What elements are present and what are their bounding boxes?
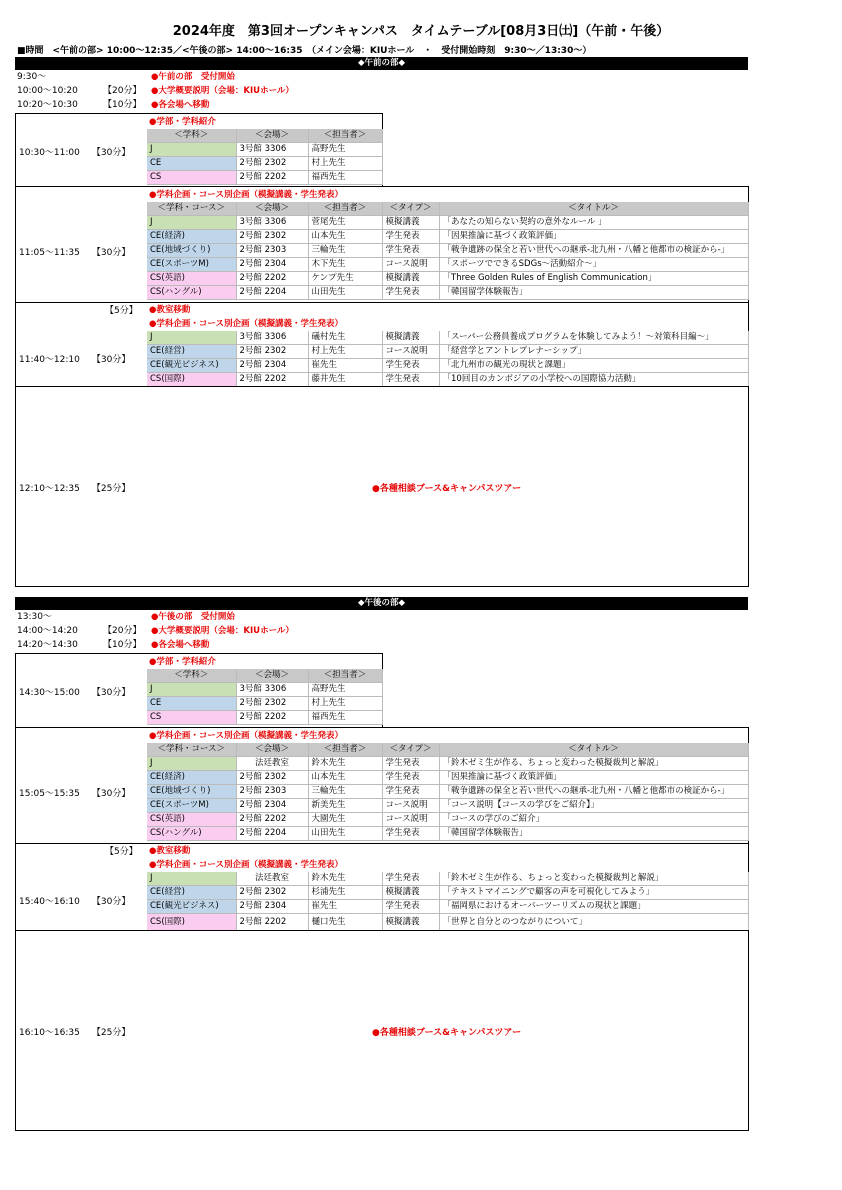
dept-cell: CE(スポーツM): [147, 799, 236, 813]
am-intro-block: [15, 113, 383, 187]
title-cell: 「スポーツでできるSDGs～活動紹介～」: [439, 258, 748, 272]
col-venue: ＜会場＞: [236, 202, 308, 216]
venue-cell: 2号館 2302: [236, 230, 308, 244]
venue-cell: 2号館 2202: [236, 171, 308, 185]
col-type: ＜タイプ＞: [382, 202, 439, 216]
teacher-cell: 藤井先生: [308, 373, 382, 387]
dept-cell: CE(観光ビジネス): [147, 359, 236, 373]
venue-cell: 2号館 2202: [236, 272, 308, 286]
table-row: [147, 711, 382, 725]
pm-s2-duration: 【30分】: [91, 897, 131, 907]
pm-booth-label: ●各種相談ブース&キャンパスツアー: [372, 1028, 522, 1038]
pm-booth-duration: 【25分】: [91, 1028, 131, 1038]
type-cell: 学生発表: [382, 827, 439, 841]
pm-s1-duration: 【30分】: [91, 789, 131, 799]
type-cell: 学生発表: [382, 872, 439, 886]
pm-booth-time: 16:10～16:35: [19, 1028, 80, 1038]
type-cell: 学生発表: [382, 757, 439, 771]
title-cell: 「テキストマイニングで顧客の声を可視化してみよう」: [439, 886, 748, 900]
table-header-row: [147, 669, 382, 683]
dept-cell: CS(ハングル): [147, 827, 236, 841]
table-header-row: [147, 202, 748, 216]
pm-reception-label: ●午後の部 受付開始: [151, 612, 235, 622]
teacher-cell: 村上先生: [308, 157, 382, 171]
table-row: [147, 872, 748, 886]
am-intro-table: [147, 129, 383, 185]
dept-cell: J: [147, 143, 236, 157]
dept-cell: CE(経営): [147, 886, 236, 900]
pm-overview-row: [17, 624, 294, 638]
venue-cell: 2号館 2204: [236, 286, 308, 300]
type-cell: コース説明: [382, 345, 439, 359]
am-section-bar: ◆午前の部◆: [15, 57, 748, 70]
pm-booth-block: [15, 930, 749, 1131]
am-move-duration: 【10分】: [103, 100, 142, 110]
pm-room-move-duration: 【5分】: [105, 847, 138, 857]
col-teacher: ＜担当者＞: [308, 129, 382, 143]
venue-cell: 法廷教室: [236, 872, 308, 886]
table-header-row: [147, 129, 382, 143]
am-overview-time: 10:00～10:20: [17, 86, 78, 96]
table-row: [147, 785, 748, 799]
col-dept: ＜学科＞: [147, 129, 236, 143]
teacher-cell: 木下先生: [308, 258, 382, 272]
col-teacher: ＜担当者＞: [308, 743, 382, 757]
title-cell: 「韓国留学体験報告」: [439, 286, 748, 300]
title-cell: 「戦争遺跡の保全と若い世代への継承-北九州・八幡と他都市の検証から-」: [439, 244, 748, 258]
teacher-cell: 新美先生: [308, 799, 382, 813]
table-row: [147, 886, 748, 900]
type-cell: 模擬講義: [382, 914, 439, 931]
title-cell: 「因果推論に基づく政策評価」: [439, 230, 748, 244]
pm-s2-table: [147, 872, 749, 931]
pm-s2-time-cell: [19, 894, 130, 907]
table-row: [147, 230, 748, 244]
table-row: [147, 216, 748, 230]
dept-cell: CE(経営): [147, 345, 236, 359]
am-booth-time: 12:10～12:35: [19, 484, 80, 494]
title-cell: 「世界と自分とのつながりについて」: [439, 914, 748, 931]
title-cell: 「スーパー公務員養成プログラムを体験してみよう！～対策科目編～」: [439, 331, 748, 345]
am-s1-heading: ●学科企画・コース別企画（模擬講義・学生発表）: [149, 190, 343, 200]
dept-cell: CS: [147, 171, 236, 185]
table-row: [147, 272, 748, 286]
am-s1-time: 11:05～11:35: [19, 248, 80, 258]
am-intro-time-cell: [19, 145, 130, 158]
pm-reception-row: [17, 610, 235, 624]
type-cell: 学生発表: [382, 244, 439, 258]
venue-cell: 2号館 2303: [236, 244, 308, 258]
am-room-move-label: ●教室移動: [149, 305, 191, 315]
type-cell: 模擬講義: [382, 216, 439, 230]
teacher-cell: 樋口先生: [308, 914, 382, 931]
teacher-cell: 崔先生: [308, 359, 382, 373]
table-row: [147, 171, 382, 185]
table-header-row: [147, 743, 748, 757]
table-row: [147, 683, 382, 697]
title-cell: 「戦争遺跡の保全と若い世代への継承-北九州・八幡と他都市の検証から-」: [439, 785, 748, 799]
pm-s1-time: 15:05～15:35: [19, 789, 80, 799]
table-row: [147, 331, 748, 345]
pm-overview-time: 14:00～14:20: [17, 626, 78, 636]
teacher-cell: 大園先生: [308, 813, 382, 827]
venue-cell: 2号館 2302: [236, 771, 308, 785]
title-cell: 「あなたの知らない契約の意外なルール 」: [439, 216, 748, 230]
type-cell: 学生発表: [382, 785, 439, 799]
pm-reception-time: 13:30～: [17, 612, 52, 622]
title-cell: 「経営学とアントレプレナーシップ」: [439, 345, 748, 359]
dept-cell: CS(英語): [147, 272, 236, 286]
teacher-cell: 高野先生: [308, 143, 382, 157]
type-cell: コース説明: [382, 799, 439, 813]
venue-cell: 2号館 2304: [236, 799, 308, 813]
table-row: [147, 244, 748, 258]
title-cell: 「コースの学びのご紹介」: [439, 813, 748, 827]
dept-cell: CS(ハングル): [147, 286, 236, 300]
teacher-cell: 山本先生: [308, 230, 382, 244]
table-row: [147, 143, 382, 157]
title-cell: 「鈴木ゼミ生が作る、ちょっと変わった模擬裁判と解説」: [439, 872, 748, 886]
title-cell: 「韓国留学体験報告」: [439, 827, 748, 841]
pm-section-bar: ◆午後の部◆: [15, 597, 748, 610]
am-s1-duration: 【30分】: [91, 248, 131, 258]
venue-cell: 2号館 2302: [236, 886, 308, 900]
table-row: [147, 813, 748, 827]
col-deptcourse: ＜学科・コース＞: [147, 743, 236, 757]
venue-cell: 2号館 2202: [236, 813, 308, 827]
dept-cell: J: [147, 216, 236, 230]
title-cell: 「Three Golden Rules of English Communication」: [439, 272, 748, 286]
dept-cell: J: [147, 757, 236, 771]
table-row: [147, 373, 748, 387]
teacher-cell: 杉浦先生: [308, 886, 382, 900]
am-course-block: [15, 186, 749, 387]
am-reception-row: [17, 70, 235, 84]
pm-intro-time-cell: [19, 685, 130, 698]
dept-cell: CE(地域づくり): [147, 244, 236, 258]
am-booth-block: [15, 386, 749, 587]
venue-cell: 2号館 2204: [236, 827, 308, 841]
col-teacher: ＜担当者＞: [308, 669, 382, 683]
am-intro-time: 10:30～11:00: [19, 148, 80, 158]
pm-s1-time-cell: [19, 786, 130, 799]
col-title: ＜タイトル＞: [439, 202, 748, 216]
teacher-cell: 山田先生: [308, 286, 382, 300]
dept-cell: CE(観光ビジネス): [147, 900, 236, 914]
col-teacher: ＜担当者＞: [308, 202, 382, 216]
table-row: [147, 914, 748, 931]
dept-cell: CE: [147, 157, 236, 171]
time-info: ■時間 <午前の部> 10:00～12:35／<午後の部> 14:00～16:35 （メイン会場：KIUホール ・ 受付開始時刻 9:30～／13:30～）: [17, 46, 592, 56]
pm-intro-heading: ●学部・学科紹介: [149, 657, 216, 667]
title-cell: 「コース説明【コースの学びをご紹介】」: [439, 799, 748, 813]
table-row: [147, 345, 748, 359]
am-s2-time-cell: [19, 352, 130, 365]
venue-cell: 2号館 2302: [236, 697, 308, 711]
pm-s2-time: 15:40～16:10: [19, 897, 80, 907]
pm-s1-heading: ●学科企画・コース別企画（模擬講義・学生発表）: [149, 731, 343, 741]
pm-intro-duration: 【30分】: [91, 688, 131, 698]
type-cell: 学生発表: [382, 373, 439, 387]
pm-booth-time-cell: [19, 1025, 130, 1038]
table-row: [147, 757, 748, 771]
am-intro-heading: ●学部・学科紹介: [149, 117, 216, 127]
table-row: [147, 799, 748, 813]
dept-cell: CE(経済): [147, 771, 236, 785]
am-s2-table: [147, 331, 749, 387]
pm-s2-heading: ●学科企画・コース別企画（模擬講義・学生発表）: [149, 860, 343, 870]
dept-cell: CS(英語): [147, 813, 236, 827]
venue-cell: 2号館 2302: [236, 345, 308, 359]
dept-cell: CS: [147, 711, 236, 725]
dept-cell: CS(国際): [147, 373, 236, 387]
am-reception-time: 9:30～: [17, 72, 47, 82]
am-s2-duration: 【30分】: [91, 355, 131, 365]
venue-cell: 3号館 3306: [236, 683, 308, 697]
table-row: [147, 827, 748, 841]
table-row: [147, 286, 748, 300]
type-cell: 模擬講義: [382, 886, 439, 900]
venue-cell: 2号館 2304: [236, 359, 308, 373]
pm-course-block: [15, 727, 749, 931]
type-cell: 学生発表: [382, 771, 439, 785]
type-cell: 学生発表: [382, 900, 439, 914]
teacher-cell: 村上先生: [308, 697, 382, 711]
teacher-cell: 菅尾先生: [308, 216, 382, 230]
am-s1-table: [147, 202, 749, 300]
pm-room-move-label: ●教室移動: [149, 846, 191, 856]
pm-intro-table: [147, 669, 383, 725]
am-move-time: 10:20～10:30: [17, 100, 78, 110]
venue-cell: 2号館 2302: [236, 157, 308, 171]
teacher-cell: 三輪先生: [308, 244, 382, 258]
am-move-row: [17, 98, 209, 112]
col-title: ＜タイトル＞: [439, 743, 748, 757]
dept-cell: CE(スポーツM): [147, 258, 236, 272]
table-row: [147, 900, 748, 914]
pm-move-row: [17, 638, 209, 652]
dept-cell: J: [147, 872, 236, 886]
pm-move-duration: 【10分】: [103, 640, 142, 650]
col-type: ＜タイプ＞: [382, 743, 439, 757]
venue-cell: 2号館 2202: [236, 914, 308, 931]
teacher-cell: 礒村先生: [308, 331, 382, 345]
teacher-cell: ケンプ先生: [308, 272, 382, 286]
am-s1-time-cell: [19, 245, 130, 258]
am-overview-label: ●大学概要説明（会場：KIUホール）: [151, 86, 294, 96]
am-s2-time: 11:40～12:10: [19, 355, 80, 365]
teacher-cell: 福西先生: [308, 711, 382, 725]
type-cell: 模擬講義: [382, 272, 439, 286]
pm-intro-time: 14:30～15:00: [19, 688, 80, 698]
table-row: [147, 157, 382, 171]
type-cell: 模擬講義: [382, 331, 439, 345]
pm-s1-table: [147, 743, 749, 841]
col-venue: ＜会場＞: [236, 129, 308, 143]
venue-cell: 2号館 2304: [236, 258, 308, 272]
venue-cell: 2号館 2202: [236, 711, 308, 725]
title-cell: 「鈴木ゼミ生が作る、ちょっと変わった模擬裁判と解説」: [439, 757, 748, 771]
title-cell: 「北九州市の観光の現状と課題」: [439, 359, 748, 373]
am-booth-time-cell: [19, 481, 130, 494]
venue-cell: 法廷教室: [236, 757, 308, 771]
page-title: 2024年度 第3回オープンキャンパス タイムテーブル[08月3日㈯]（午前・午後）: [172, 24, 670, 39]
type-cell: 学生発表: [382, 359, 439, 373]
dept-cell: J: [147, 331, 236, 345]
teacher-cell: 山本先生: [308, 771, 382, 785]
type-cell: 学生発表: [382, 286, 439, 300]
col-dept: ＜学科＞: [147, 669, 236, 683]
table-row: [147, 697, 382, 711]
table-row: [147, 359, 748, 373]
teacher-cell: 山田先生: [308, 827, 382, 841]
table-row: [147, 771, 748, 785]
type-cell: コース説明: [382, 813, 439, 827]
teacher-cell: 三輪先生: [308, 785, 382, 799]
col-venue: ＜会場＞: [236, 669, 308, 683]
type-cell: 学生発表: [382, 230, 439, 244]
venue-cell: 3号館 3306: [236, 331, 308, 345]
am-room-move-duration: 【5分】: [105, 306, 138, 316]
am-booth-duration: 【25分】: [91, 484, 131, 494]
title-cell: 「10回目のカンボジアの小学校への国際協力活動」: [439, 373, 748, 387]
title-cell: 「福岡県におけるオーバーツーリズムの現状と課題」: [439, 900, 748, 914]
venue-cell: 3号館 3306: [236, 143, 308, 157]
dept-cell: CS(国際): [147, 914, 236, 931]
dept-cell: CE: [147, 697, 236, 711]
am-reception-label: ●午前の部 受付開始: [151, 72, 235, 82]
am-s2-heading: ●学科企画・コース別企画（模擬講義・学生発表）: [149, 319, 343, 329]
teacher-cell: 高野先生: [308, 683, 382, 697]
teacher-cell: 村上先生: [308, 345, 382, 359]
table-row: [147, 258, 748, 272]
venue-cell: 2号館 2304: [236, 900, 308, 914]
am-overview-duration: 【20分】: [103, 86, 142, 96]
col-deptcourse: ＜学科・コース＞: [147, 202, 236, 216]
am-intro-duration: 【30分】: [91, 148, 131, 158]
dept-cell: CE(地域づくり): [147, 785, 236, 799]
am-move-label: ●各会場へ移動: [151, 100, 210, 110]
dept-cell: J: [147, 683, 236, 697]
pm-overview-label: ●大学概要説明（会場：KIUホール）: [151, 626, 294, 636]
dept-cell: CE(経済): [147, 230, 236, 244]
title-cell: 「因果推論に基づく政策評価」: [439, 771, 748, 785]
teacher-cell: 福西先生: [308, 171, 382, 185]
pm-move-time: 14:20～14:30: [17, 640, 78, 650]
venue-cell: 2号館 2202: [236, 373, 308, 387]
venue-cell: 3号館 3306: [236, 216, 308, 230]
teacher-cell: 鈴木先生: [308, 872, 382, 886]
am-overview-row: [17, 84, 294, 98]
pm-move-label: ●各会場へ移動: [151, 640, 210, 650]
am-booth-label: ●各種相談ブース&キャンパスツアー: [372, 484, 522, 494]
venue-cell: 2号館 2303: [236, 785, 308, 799]
teacher-cell: 崔先生: [308, 900, 382, 914]
teacher-cell: 鈴木先生: [308, 757, 382, 771]
type-cell: コース説明: [382, 258, 439, 272]
col-venue: ＜会場＞: [236, 743, 308, 757]
pm-intro-block: [15, 653, 383, 728]
pm-overview-duration: 【20分】: [103, 626, 142, 636]
